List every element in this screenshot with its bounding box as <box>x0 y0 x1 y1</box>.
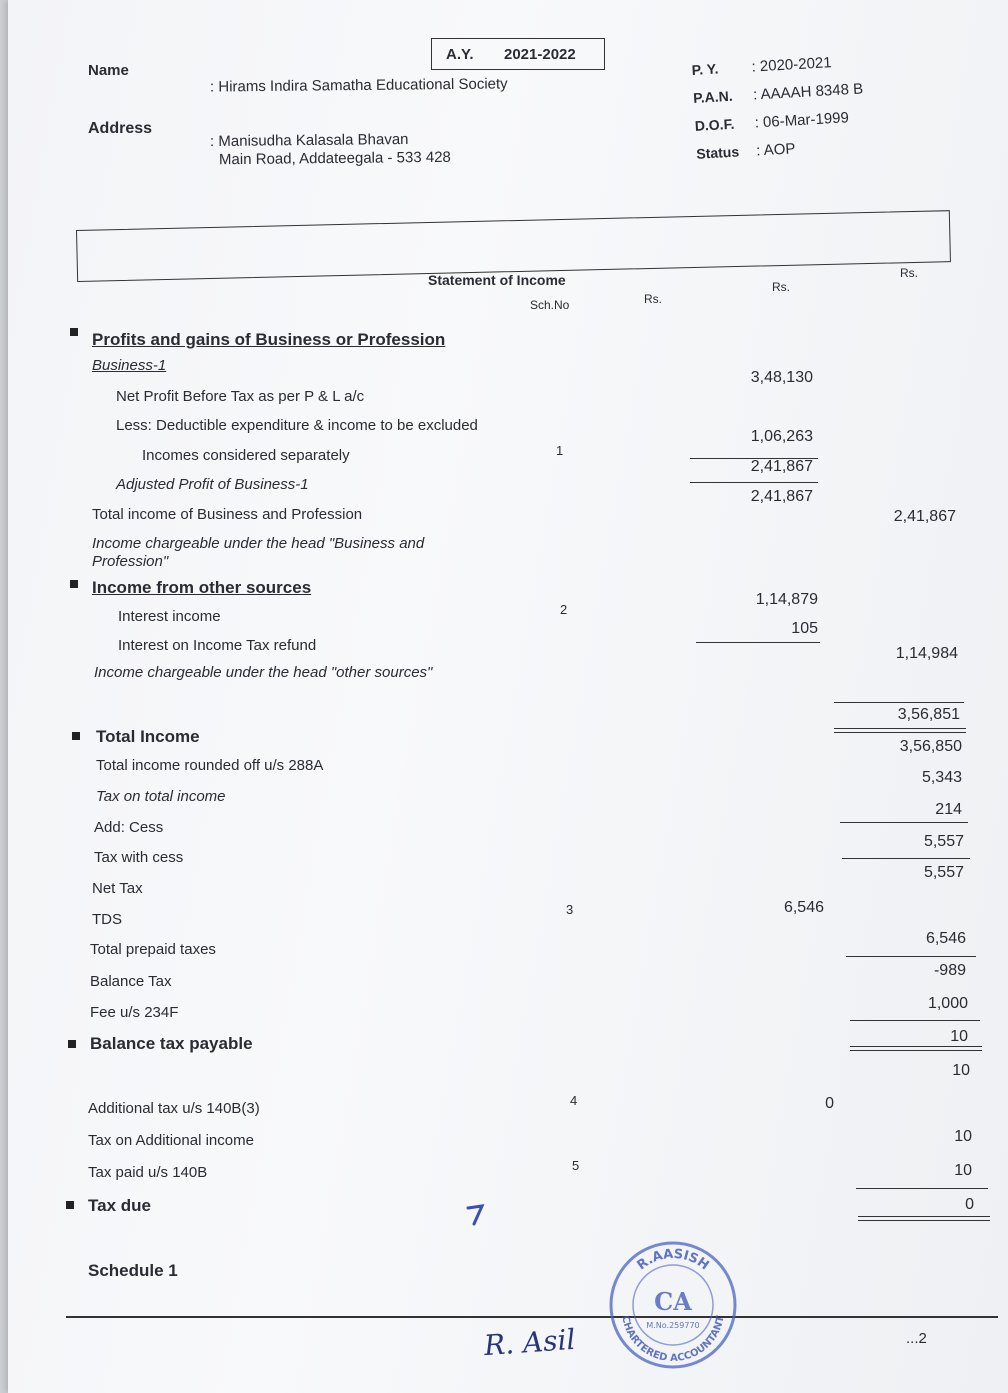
rule <box>850 1020 980 1021</box>
other-sources-chargeable-label: Income chargeable under the head "other sources" <box>94 664 433 681</box>
stamp-bottom-text: CHARTERED ACCOUNTANT <box>619 1314 727 1365</box>
interest-income-value: 1,14,879 <box>755 591 818 608</box>
tds-sch: 3 <box>566 902 574 917</box>
total-income-label: Total Income <box>96 727 200 746</box>
rule <box>856 1188 988 1189</box>
py-label: P. Y. <box>691 60 719 78</box>
cess-value: 214 <box>935 801 962 818</box>
additional-tax-sch: 4 <box>570 1093 578 1108</box>
stamp-center-text: CA <box>654 1287 692 1316</box>
prepaid-label: Total prepaid taxes <box>90 941 216 958</box>
address-label: Address <box>88 120 153 137</box>
incomes-separately-value: 1,06,263 <box>750 428 813 445</box>
net-profit-value: 3,48,130 <box>750 369 813 386</box>
additional-tax-label: Additional tax u/s 140B(3) <box>88 1100 260 1117</box>
schedule-label: Schedule 1 <box>88 1261 178 1280</box>
bullet-icon <box>72 732 80 740</box>
fee-label: Fee u/s 234F <box>90 1004 179 1021</box>
tax-due-value: 0 <box>965 1196 974 1213</box>
rule <box>696 642 820 643</box>
ay-label: A.Y. <box>446 46 474 63</box>
balance-tax-value: -989 <box>933 962 966 979</box>
ca-stamp <box>608 1240 738 1370</box>
signature: R. Asil <box>482 1322 577 1363</box>
status-label: Status <box>695 143 740 162</box>
stamp-top-text: R.AASISH <box>634 1246 712 1274</box>
net-tax-value: 5,557 <box>923 864 964 881</box>
statement-title: Statement of Income <box>428 272 566 288</box>
tax-on-income-label: Tax on total income <box>96 788 226 805</box>
balance-tax-label: Balance Tax <box>90 973 172 990</box>
net-tax-label: Net Tax <box>92 880 143 897</box>
balance-payable-label: Balance tax payable <box>90 1034 253 1053</box>
business-total-value: 2,41,867 <box>893 508 956 525</box>
pen-mark-icon <box>466 1204 486 1226</box>
double-rule <box>834 728 966 733</box>
tax-paid-value: 10 <box>954 1162 972 1179</box>
rule <box>834 702 964 703</box>
business-sub: Business-1 <box>92 357 167 374</box>
col-rs-2: Rs. <box>772 280 790 294</box>
tax-paid-label: Tax paid u/s 140B <box>88 1164 208 1181</box>
fee-value: 1,000 <box>927 995 968 1012</box>
tds-label: TDS <box>92 911 122 928</box>
tax-with-cess-value: 5,557 <box>923 833 964 850</box>
py-value: : 2020-2021 <box>751 54 833 76</box>
bullet-icon <box>70 580 78 588</box>
bullet-icon <box>70 328 78 336</box>
interest-income-sch: 2 <box>560 602 568 617</box>
interest-income-label: Interest income <box>118 608 221 625</box>
double-rule <box>858 1216 990 1221</box>
document-sheet <box>8 0 1008 1393</box>
col-rs-3: Rs. <box>900 266 918 280</box>
dof-label: D.O.F. <box>694 115 735 134</box>
balance-payable-value: 10 <box>950 1028 968 1045</box>
adjusted-profit-label: Adjusted Profit of Business-1 <box>116 476 309 493</box>
less-label: Less: Deductible expenditure & income to be excluded <box>116 417 478 434</box>
bullet-icon <box>68 1040 76 1048</box>
stamp-mno-text: M.No.259770 <box>646 1321 700 1330</box>
total-income-value: 3,56,851 <box>897 706 960 723</box>
address-line2: Main Road, Addateegala - 533 428 <box>218 148 451 169</box>
footer-rule <box>66 1316 998 1318</box>
tax-additional-income-label: Tax on Additional income <box>88 1132 254 1149</box>
adjusted-profit-value: 2,41,867 <box>750 488 813 505</box>
net-profit-label: Net Profit Before Tax as per P & L a/c <box>116 388 365 405</box>
ay-value: 2021-2022 <box>504 46 576 63</box>
additional-tax-value: 0 <box>825 1095 834 1112</box>
address-line1: : Manisudha Kalasala Bhavan <box>209 130 409 151</box>
rule <box>842 858 970 859</box>
rounded-label: Total income rounded off u/s 288A <box>96 757 324 774</box>
other-sources-chargeable-value: 1,14,984 <box>895 645 958 662</box>
rule <box>840 822 968 823</box>
background-edge <box>0 0 8 1393</box>
rule <box>690 482 818 483</box>
incomes-separately-sch: 1 <box>556 443 564 458</box>
cess-label: Add: Cess <box>94 819 164 836</box>
rounded-value: 3,56,850 <box>899 738 962 755</box>
incomes-separately-label: Incomes considered separately <box>142 447 350 464</box>
page-number: ...2 <box>906 1330 927 1347</box>
rule <box>846 956 976 957</box>
tax-due-label: Tax due <box>88 1196 151 1215</box>
tax-paid-sch: 5 <box>572 1158 580 1173</box>
tax-additional-income-value: 10 <box>954 1128 972 1145</box>
tds-value: 6,546 <box>783 899 824 916</box>
interest-refund-value: 105 <box>791 620 818 637</box>
dof-value: : 06-Mar-1999 <box>754 109 850 132</box>
business-heading: Profits and gains of Business or Profession <box>92 330 446 349</box>
double-rule <box>850 1046 982 1051</box>
business-chargeable-label-1: Income chargeable under the head "Business and <box>92 535 425 552</box>
pan-label: P.A.N. <box>692 87 734 106</box>
pan-value: : AAAAH 8348 B <box>752 80 864 104</box>
prepaid-value: 6,546 <box>925 930 966 947</box>
business-subtotal-value: 2,41,867 <box>750 458 813 475</box>
business-chargeable-label-2: Profession" <box>92 553 169 570</box>
name-label: Name <box>88 62 129 79</box>
business-total-label: Total income of Business and Profession <box>92 506 363 523</box>
tax-on-income-value: 5,343 <box>921 769 962 786</box>
tax-with-cess-label: Tax with cess <box>94 849 184 866</box>
bullet-icon <box>66 1201 74 1209</box>
name-value: : Hirams Indira Samatha Educational Society <box>209 75 508 96</box>
col-schno: Sch.No <box>530 298 570 312</box>
status-value: : AOP <box>755 140 796 160</box>
other-sources-heading: Income from other sources <box>92 578 312 597</box>
interest-refund-label: Interest on Income Tax refund <box>118 637 317 654</box>
balance-payable-value-2: 10 <box>952 1062 970 1079</box>
col-rs-1: Rs. <box>644 292 662 306</box>
